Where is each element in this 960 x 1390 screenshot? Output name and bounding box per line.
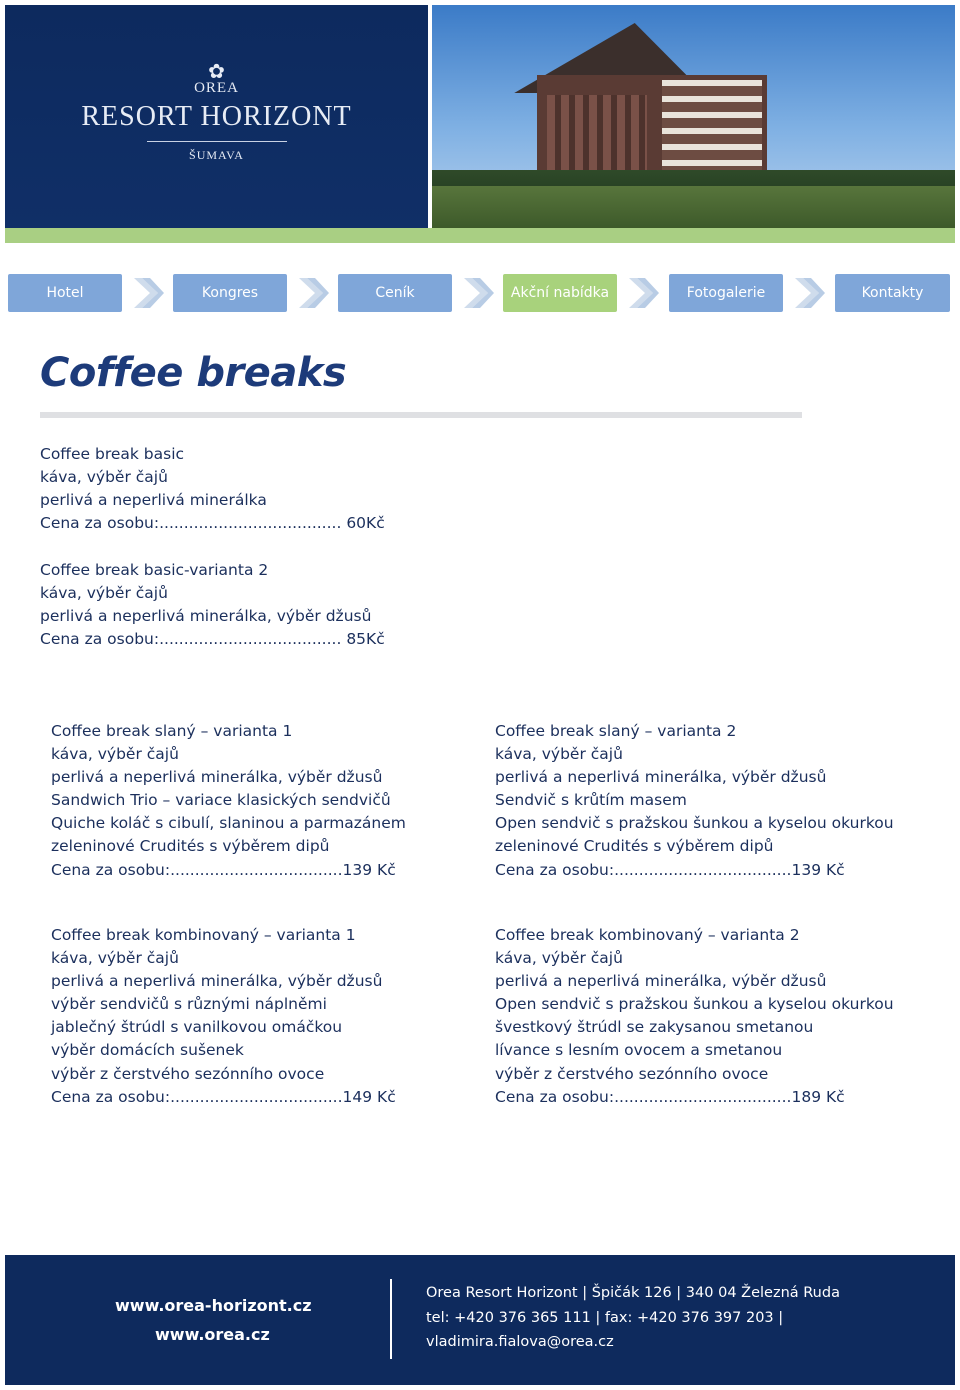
item-name: Coffee break basic-varianta 2 — [40, 561, 269, 579]
item-line: káva, výběr čajů — [51, 745, 179, 764]
footer-divider — [390, 1279, 392, 1359]
footer-phone-fax: tel: +420 376 365 111 | fax: +420 376 397 203 | — [426, 1310, 784, 1326]
menu-item-slany-v2 — [495, 720, 894, 882]
item-line: výběr z čerstvého sezónního ovoce — [51, 1064, 325, 1083]
item-line: Open sendvič s pražskou šunkou a kyselou okurkou — [495, 814, 894, 833]
item-line: káva, výběr čajů — [495, 745, 623, 764]
nav-kongres[interactable]: Kongres — [173, 274, 287, 312]
chevron-right-icon — [297, 276, 331, 310]
footer-email[interactable]: vladimira.fialova@orea.cz — [426, 1334, 614, 1350]
chevron-right-icon — [627, 276, 661, 310]
item-line: lívance s lesním ovocem a smetanou — [495, 1041, 783, 1060]
nav-cenik[interactable]: Ceník — [338, 274, 452, 312]
footer-link-orea-horizont[interactable]: www.orea-horizont.cz — [115, 1296, 312, 1315]
resort-logo[interactable] — [5, 62, 428, 163]
item-name: Coffee break slaný – varianta 2 — [495, 722, 737, 740]
menu-item-kombinovany-v2 — [495, 924, 894, 1109]
item-line: perlivá a neperlivá minerálka, výběr džusů — [495, 972, 827, 991]
item-price: Cena za osobu:...................................149 Kč — [51, 1087, 396, 1106]
logo-region: ŠUMAVA — [189, 148, 244, 162]
footer — [5, 1255, 955, 1385]
logo-resort-name: RESORT HORIZONT — [81, 101, 352, 132]
item-line: zeleninové Crudités s výběrem dipů — [51, 837, 330, 856]
item-line: Sandwich Trio – variace klasických sendvičů — [51, 791, 391, 810]
item-price: Cena za osobu:....................................189 Kč — [495, 1087, 845, 1106]
item-line: výběr domácích sušenek — [51, 1041, 244, 1060]
item-line: perlivá a neperlivá minerálka, výběr džusů — [51, 972, 383, 991]
title-underline — [40, 412, 802, 418]
item-price: Cena za osobu:..................................... 85Kč — [40, 630, 385, 649]
item-line: výběr z čerstvého sezónního ovoce — [495, 1064, 769, 1083]
item-price: Cena za osobu:...................................139 Kč — [51, 860, 396, 879]
nav-kontakty[interactable]: Kontakty — [835, 274, 950, 312]
chevron-right-icon — [462, 276, 496, 310]
logo-panel — [5, 5, 428, 228]
main-nav — [8, 274, 950, 312]
item-line: perlivá a neperlivá minerálka, výběr džusů — [495, 768, 827, 787]
chevron-right-icon — [793, 276, 827, 310]
item-line: jablečný štrúdl s vanilkovou omáčkou — [51, 1018, 343, 1037]
chevron-right-icon — [132, 276, 166, 310]
footer-address: Orea Resort Horizont | Špičák 126 | 340 04 Železná Ruda — [426, 1285, 840, 1301]
page-title: Coffee breaks — [40, 350, 347, 396]
nav-fotogalerie[interactable]: Fotogalerie — [669, 274, 783, 312]
item-line: perlivá a neperlivá minerálka, výběr džusů — [51, 768, 383, 787]
nav-hotel[interactable]: Hotel — [8, 274, 122, 312]
item-price: Cena za osobu:....................................139 Kč — [495, 860, 845, 879]
item-name: Coffee break basic — [40, 445, 185, 463]
item-line: káva, výběr čajů — [51, 949, 179, 968]
item-price: Cena za osobu:..................................... 60Kč — [40, 514, 385, 533]
item-line: perlivá a neperlivá minerálka — [40, 491, 267, 510]
item-line: výběr sendvičů s různými náplněmi — [51, 995, 327, 1014]
item-line: švestkový štrúdl se zakysanou smetanou — [495, 1018, 814, 1037]
orea-flower-icon: ✿ — [208, 61, 225, 83]
header — [5, 5, 955, 228]
item-line: Quiche koláč s cibulí, slaninou a parmazánem — [51, 814, 406, 833]
menu-item-basic-v2 — [40, 559, 385, 651]
item-line: perlivá a neperlivá minerálka, výběr džusů — [40, 607, 372, 626]
nav-akcni-nabidka[interactable]: Akční nabídka — [503, 274, 617, 312]
menu-item-basic — [40, 443, 385, 535]
menu-item-kombinovany-v1 — [51, 924, 396, 1109]
item-name: Coffee break kombinovaný – varianta 2 — [495, 926, 800, 944]
logo-divider — [147, 141, 287, 142]
header-accent-bar — [5, 228, 955, 243]
item-name: Coffee break slaný – varianta 1 — [51, 722, 293, 740]
footer-link-orea[interactable]: www.orea.cz — [155, 1325, 270, 1344]
item-line: zeleninové Crudités s výběrem dipů — [495, 837, 774, 856]
hotel-photo — [432, 5, 955, 228]
item-line: káva, výběr čajů — [40, 584, 168, 603]
item-name: Coffee break kombinovaný – varianta 1 — [51, 926, 356, 944]
item-line: káva, výběr čajů — [40, 468, 168, 487]
item-line: Open sendvič s pražskou šunkou a kyselou okurkou — [495, 995, 894, 1014]
logo-orea-text: OREA — [194, 80, 239, 96]
menu-item-slany-v1 — [51, 720, 406, 882]
item-line: káva, výběr čajů — [495, 949, 623, 968]
item-line: Sendvič s krůtím masem — [495, 791, 687, 810]
